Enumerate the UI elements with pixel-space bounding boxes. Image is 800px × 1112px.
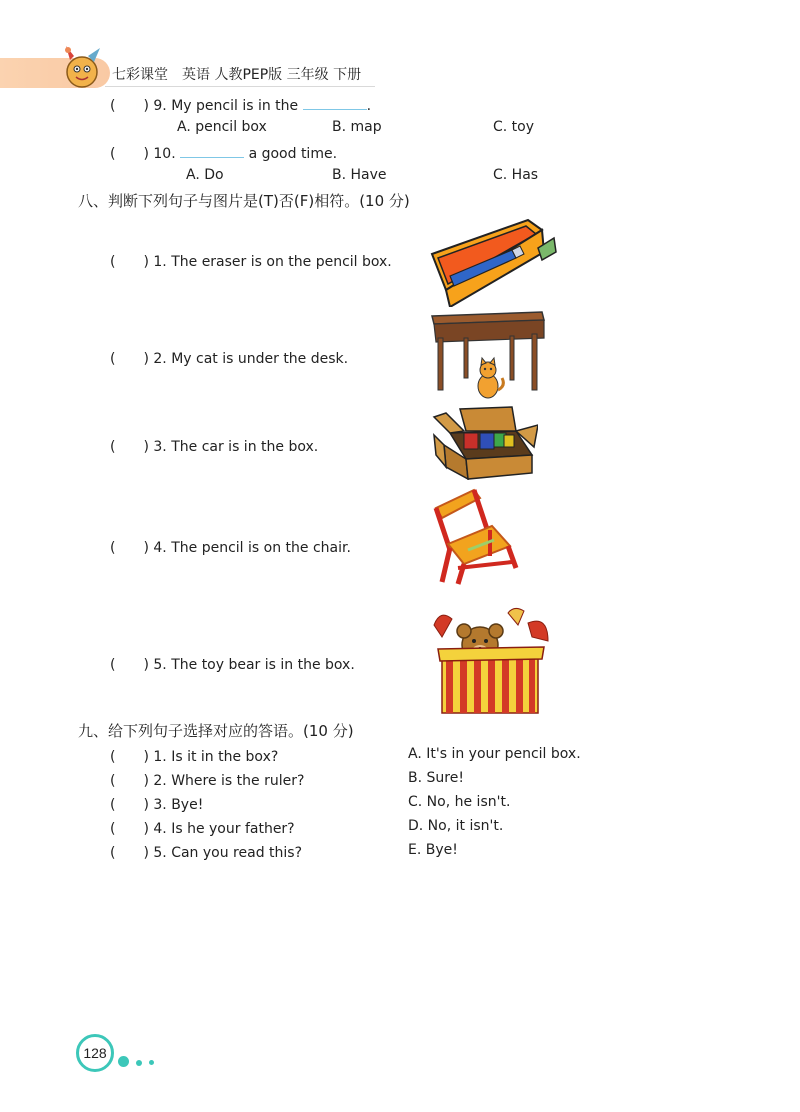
- section-8-item-3: [110, 436, 318, 456]
- section-9-item-1: [110, 746, 278, 766]
- question-number: 1.: [153, 749, 167, 765]
- section-9-item-2: [110, 770, 304, 790]
- decor-dot: [136, 1060, 142, 1066]
- pencil-box-image: [428, 212, 560, 311]
- question-text: Where is the ruler?: [171, 773, 305, 789]
- answer-paren: ( ): [110, 146, 149, 162]
- question-text: The toy bear is in the box.: [171, 657, 355, 673]
- fill-blank[interactable]: [180, 145, 244, 158]
- page-number: 128: [76, 1034, 114, 1072]
- question-text: a good time.: [248, 146, 338, 162]
- answer-paren: ( ): [110, 749, 149, 765]
- answer-option: D. No, it isn't.: [408, 818, 504, 834]
- section-8-item-4: [110, 537, 351, 557]
- question-text: The car is in the box.: [171, 439, 319, 455]
- question-number: 10.: [153, 146, 176, 162]
- answer-paren: ( ): [110, 351, 149, 367]
- answer-paren: ( ): [110, 845, 149, 861]
- section-8-title: 八、判断下列句子与图片是(T)否(F)相符。(10 分): [78, 192, 410, 210]
- answer-option: E. Bye!: [408, 842, 458, 858]
- option-c: C. toy: [493, 119, 535, 135]
- question-number: 9.: [153, 98, 167, 114]
- header-title: 七彩课堂 英语 人教PEP版 三年级 下册: [112, 67, 362, 83]
- section-9-title: 九、给下列句子选择对应的答语。(10 分): [78, 722, 354, 740]
- answer-option: B. Sure!: [408, 770, 464, 786]
- answer-option: A. It's in your pencil box.: [408, 746, 581, 762]
- question-number: 1.: [153, 254, 167, 270]
- desk-cat-image: [430, 308, 548, 407]
- answer-paren: ( ): [110, 439, 149, 455]
- question-number: 2.: [153, 773, 167, 789]
- question-number: 3.: [153, 797, 167, 813]
- question-text: My cat is under the desk.: [171, 351, 349, 367]
- question-7-9: [110, 95, 371, 115]
- section-9-item-5: [110, 842, 302, 862]
- answer-paren: ( ): [110, 821, 149, 837]
- option-a: A. pencil box: [177, 119, 267, 135]
- question-number: 4.: [153, 821, 167, 837]
- question-text: My pencil is in the: [171, 98, 299, 114]
- answer-paren: ( ): [110, 773, 149, 789]
- question-text: The pencil is on the chair.: [171, 540, 351, 556]
- section-8-item-5: [110, 654, 355, 674]
- question-number: 2.: [153, 351, 167, 367]
- answer-paren: ( ): [110, 540, 149, 556]
- question-7-10: [110, 143, 337, 163]
- question-number: 3.: [153, 439, 167, 455]
- decor-dot: [118, 1056, 129, 1067]
- question-number: 5.: [153, 845, 167, 861]
- question-text: The eraser is on the pencil box.: [171, 254, 392, 270]
- section-8-item-1: [110, 251, 392, 271]
- option-b: B. Have: [332, 167, 387, 183]
- section-9-item-3: [110, 794, 203, 814]
- section-9-item-4: [110, 818, 295, 838]
- fill-blank[interactable]: [303, 97, 367, 110]
- question-number: 4.: [153, 540, 167, 556]
- answer-paren: ( ): [110, 657, 149, 673]
- mascot-icon: [58, 42, 106, 94]
- question-text: Is it in the box?: [171, 749, 279, 765]
- option-b: B. map: [332, 119, 382, 135]
- section-8-item-2: [110, 348, 348, 368]
- gift-box-bear-image: [432, 605, 552, 719]
- answer-option: C. No, he isn't.: [408, 794, 511, 810]
- answer-paren: ( ): [110, 98, 149, 114]
- option-c: C. Has: [493, 167, 539, 183]
- header-divider: [105, 86, 375, 87]
- question-text: Can you read this?: [171, 845, 303, 861]
- chair-pencil-image: [428, 486, 520, 590]
- question-end: .: [366, 98, 372, 114]
- answer-paren: ( ): [110, 254, 149, 270]
- option-a: A. Do: [186, 167, 224, 183]
- answer-paren: ( ): [110, 797, 149, 813]
- question-text: Is he your father?: [171, 821, 295, 837]
- box-car-image: [430, 405, 538, 484]
- question-number: 5.: [153, 657, 167, 673]
- decor-dot: [149, 1060, 154, 1065]
- question-text: Bye!: [171, 797, 204, 813]
